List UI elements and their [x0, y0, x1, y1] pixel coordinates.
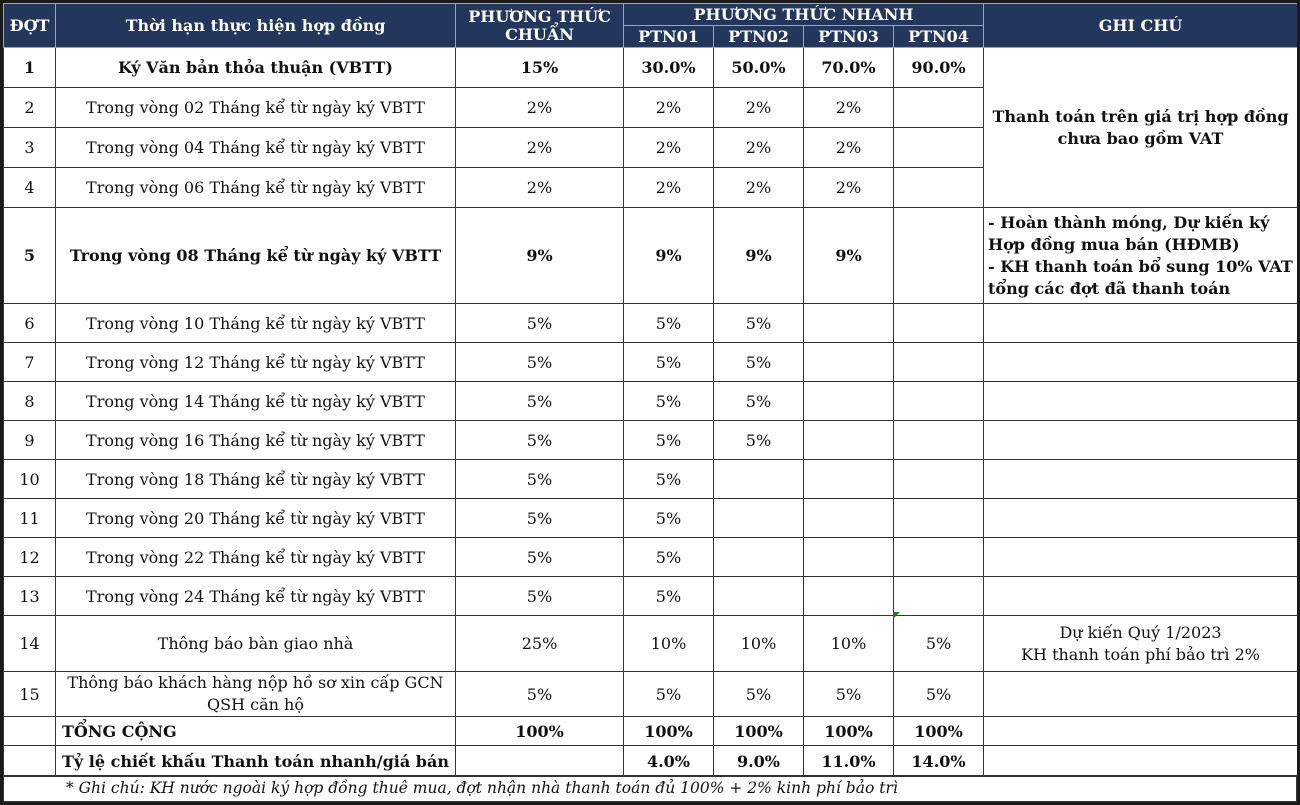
discount-ptn02-value: 9.0%	[714, 746, 804, 777]
row-standard-value: 2%	[456, 128, 624, 168]
header-standard: PHƯƠNG THỨC CHUẨN	[456, 4, 624, 48]
note-empty-cell	[984, 382, 1297, 421]
row-ptn03-value: 2%	[804, 128, 894, 168]
total-ptn04-value: 100%	[894, 717, 984, 746]
row-description: Trong vòng 22 Tháng kể từ ngày ký VBTT	[56, 538, 456, 577]
discount-ptn03-value: 11.0%	[804, 746, 894, 777]
row-ptn01-value: 5%	[624, 577, 714, 616]
row-standard-value: 5%	[456, 499, 624, 538]
header-ptn02: PTN02	[714, 26, 804, 48]
row-ptn02-value: 5%	[714, 382, 804, 421]
note-empty-cell	[984, 421, 1297, 460]
header-dot: ĐỢT	[4, 4, 56, 48]
row-ptn03-value	[804, 304, 894, 343]
row-ptn01-value: 5%	[624, 343, 714, 382]
row-description: Thông báo bàn giao nhà	[56, 616, 456, 672]
row-number: 12	[4, 538, 56, 577]
row-description: Trong vòng 18 Tháng kể từ ngày ký VBTT	[56, 460, 456, 499]
row-ptn01-value: 2%	[624, 128, 714, 168]
total-row	[4, 717, 1298, 746]
row-number: 4	[4, 168, 56, 208]
cell-marker-triangle	[893, 612, 900, 619]
payment-schedule-document	[3, 3, 1297, 802]
row-ptn01-value: 5%	[624, 304, 714, 343]
row-ptn03-value	[804, 577, 894, 616]
total-number-cell	[4, 717, 56, 746]
discount-label: Tỷ lệ chiết khấu Thanh toán nhanh/giá bán	[56, 746, 456, 777]
row-ptn03-value	[804, 499, 894, 538]
row-ptn02-value: 5%	[714, 343, 804, 382]
row-ptn04-value	[894, 208, 984, 304]
row-ptn03-value: 2%	[804, 88, 894, 128]
row-number: 14	[4, 616, 56, 672]
discount-row	[4, 746, 1298, 777]
row-description: Trong vòng 20 Tháng kể từ ngày ký VBTT	[56, 499, 456, 538]
row-standard-value: 5%	[456, 538, 624, 577]
row-ptn01-value: 2%	[624, 168, 714, 208]
table-row	[4, 499, 1298, 538]
row-ptn01-value: 5%	[624, 499, 714, 538]
note-contract-line-1: - Hoàn thành móng, Dự kiến ký Hợp đồng mua bán (HĐMB)	[988, 212, 1270, 254]
table-row	[4, 382, 1298, 421]
row-number: 5	[4, 208, 56, 304]
row-ptn01-value: 30.0%	[624, 48, 714, 88]
row-standard-value: 5%	[456, 672, 624, 717]
row-number: 11	[4, 499, 56, 538]
row-standard-value: 15%	[456, 48, 624, 88]
row-number: 6	[4, 304, 56, 343]
table-row	[4, 343, 1298, 382]
row-ptn01-value: 9%	[624, 208, 714, 304]
row-description: Trong vòng 06 Tháng kể từ ngày ký VBTT	[56, 168, 456, 208]
row-ptn01-value: 5%	[624, 460, 714, 499]
row-ptn04-value	[894, 577, 984, 616]
row-ptn02-value: 2%	[714, 168, 804, 208]
row-standard-value: 2%	[456, 88, 624, 128]
discount-ptn01-value: 4.0%	[624, 746, 714, 777]
discount-ptn04-value: 14.0%	[894, 746, 984, 777]
row-ptn04-value	[894, 460, 984, 499]
row-ptn01-value: 5%	[624, 672, 714, 717]
row-ptn04-value: 5%	[894, 616, 984, 672]
row-ptn04-value	[894, 421, 984, 460]
row-ptn03-value	[804, 460, 894, 499]
row-ptn02-value: 2%	[714, 88, 804, 128]
row-ptn01-value: 2%	[624, 88, 714, 128]
row-number: 10	[4, 460, 56, 499]
row-description: Trong vòng 16 Tháng kể từ ngày ký VBTT	[56, 421, 456, 460]
table-row	[4, 616, 1298, 672]
note-vat-cell: Thanh toán trên giá trị hợp đồng chưa bao gồm VAT	[984, 48, 1297, 208]
row-description: Trong vòng 10 Tháng kể từ ngày ký VBTT	[56, 304, 456, 343]
header-ptn04: PTN04	[894, 26, 984, 48]
row-ptn01-value: 10%	[624, 616, 714, 672]
row-description: Trong vòng 04 Tháng kể từ ngày ký VBTT	[56, 128, 456, 168]
row-ptn02-value	[714, 577, 804, 616]
row-ptn04-value: 5%	[894, 672, 984, 717]
row-description: Thông báo khách hàng nộp hồ sơ xin cấp GCN QSH căn hộ	[56, 672, 456, 717]
note-empty-cell	[984, 577, 1297, 616]
row-ptn03-value: 5%	[804, 672, 894, 717]
row-ptn03-value: 2%	[804, 168, 894, 208]
row-ptn02-value: 50.0%	[714, 48, 804, 88]
row-number: 8	[4, 382, 56, 421]
note-handover-line-1: Dự kiến Quý 1/2023	[1059, 622, 1222, 642]
row-number: 15	[4, 672, 56, 717]
row-standard-value: 5%	[456, 382, 624, 421]
note-empty-cell	[984, 460, 1297, 499]
row-standard-value: 5%	[456, 577, 624, 616]
note-handover-line-2: KH thanh toán phí bảo trì 2%	[1021, 644, 1260, 664]
note-empty-cell	[984, 672, 1297, 717]
note-empty-cell	[984, 304, 1297, 343]
row-ptn02-value: 5%	[714, 672, 804, 717]
row-ptn01-value: 5%	[624, 538, 714, 577]
row-ptn04-value	[894, 88, 984, 128]
header-ptn03: PTN03	[804, 26, 894, 48]
row-ptn03-value	[804, 421, 894, 460]
row-ptn04-value	[894, 168, 984, 208]
table-row	[4, 538, 1298, 577]
row-description: Trong vòng 02 Tháng kể từ ngày ký VBTT	[56, 88, 456, 128]
row-ptn03-value: 9%	[804, 208, 894, 304]
row-description: Trong vòng 12 Tháng kể từ ngày ký VBTT	[56, 343, 456, 382]
note-empty-cell	[984, 343, 1297, 382]
note-empty-cell	[984, 538, 1297, 577]
table-row	[4, 672, 1298, 717]
row-standard-value: 5%	[456, 343, 624, 382]
discount-note-cell	[984, 746, 1297, 777]
row-description: Ký Văn bản thỏa thuận (VBTT)	[56, 48, 456, 88]
table-row	[4, 48, 1298, 88]
row-ptn02-value: 10%	[714, 616, 804, 672]
row-description: Trong vòng 14 Tháng kể từ ngày ký VBTT	[56, 382, 456, 421]
discount-number-cell	[4, 746, 56, 777]
row-ptn04-value	[894, 304, 984, 343]
row-number: 7	[4, 343, 56, 382]
row-ptn04-value	[894, 128, 984, 168]
row-ptn01-value: 5%	[624, 382, 714, 421]
row-ptn04-value: 90.0%	[894, 48, 984, 88]
row-ptn03-value: 70.0%	[804, 48, 894, 88]
row-ptn02-value	[714, 538, 804, 577]
row-ptn04-value	[894, 343, 984, 382]
row-ptn01-value: 5%	[624, 421, 714, 460]
footnote: * Ghi chú: KH nước ngoài ký hợp đồng thuê mua, đợt nhận nhà thanh toán đủ 100% + 2% kinh phí bảo trì	[3, 775, 1297, 802]
table-row	[4, 421, 1298, 460]
header-fast: PHƯƠNG THỨC NHANH	[624, 4, 984, 26]
row-ptn02-value: 2%	[714, 128, 804, 168]
payment-schedule-table	[3, 3, 1297, 777]
row-number: 1	[4, 48, 56, 88]
row-standard-value: 9%	[456, 208, 624, 304]
note-contract-line-2: - KH thanh toán bổ sung 10% VAT tổng các đợt đã thanh toán	[988, 256, 1293, 298]
row-number: 2	[4, 88, 56, 128]
header-ptn01: PTN01	[624, 26, 714, 48]
row-ptn04-value	[894, 382, 984, 421]
row-number: 3	[4, 128, 56, 168]
row-ptn04-value	[894, 538, 984, 577]
note-empty-cell	[984, 499, 1297, 538]
row-ptn02-value: 5%	[714, 304, 804, 343]
discount-standard-cell	[456, 746, 624, 777]
row-ptn03-value: 10%	[804, 616, 894, 672]
note-handover-cell	[984, 616, 1297, 672]
table-row	[4, 577, 1298, 616]
row-ptn04-value	[894, 499, 984, 538]
row-standard-value: 5%	[456, 421, 624, 460]
row-ptn02-value: 9%	[714, 208, 804, 304]
row-standard-value: 25%	[456, 616, 624, 672]
total-standard-value: 100%	[456, 717, 624, 746]
total-ptn01-value: 100%	[624, 717, 714, 746]
row-ptn02-value	[714, 499, 804, 538]
row-standard-value: 5%	[456, 460, 624, 499]
table-row	[4, 304, 1298, 343]
table-row	[4, 208, 1298, 304]
row-ptn03-value	[804, 538, 894, 577]
row-standard-value: 2%	[456, 168, 624, 208]
row-description: Trong vòng 08 Tháng kể từ ngày ký VBTT	[56, 208, 456, 304]
total-ptn03-value: 100%	[804, 717, 894, 746]
header-note: GHI CHÚ	[984, 4, 1297, 48]
total-ptn02-value: 100%	[714, 717, 804, 746]
row-ptn02-value	[714, 460, 804, 499]
row-ptn03-value	[804, 382, 894, 421]
table-row	[4, 460, 1298, 499]
total-label: TỔNG CỘNG	[56, 717, 456, 746]
row-number: 13	[4, 577, 56, 616]
total-note-cell	[984, 717, 1297, 746]
row-ptn03-value	[804, 343, 894, 382]
row-standard-value: 5%	[456, 304, 624, 343]
note-contract-cell	[984, 208, 1297, 304]
header-duration: Thời hạn thực hiện hợp đồng	[56, 4, 456, 48]
row-number: 9	[4, 421, 56, 460]
row-ptn02-value: 5%	[714, 421, 804, 460]
row-description: Trong vòng 24 Tháng kể từ ngày ký VBTT	[56, 577, 456, 616]
